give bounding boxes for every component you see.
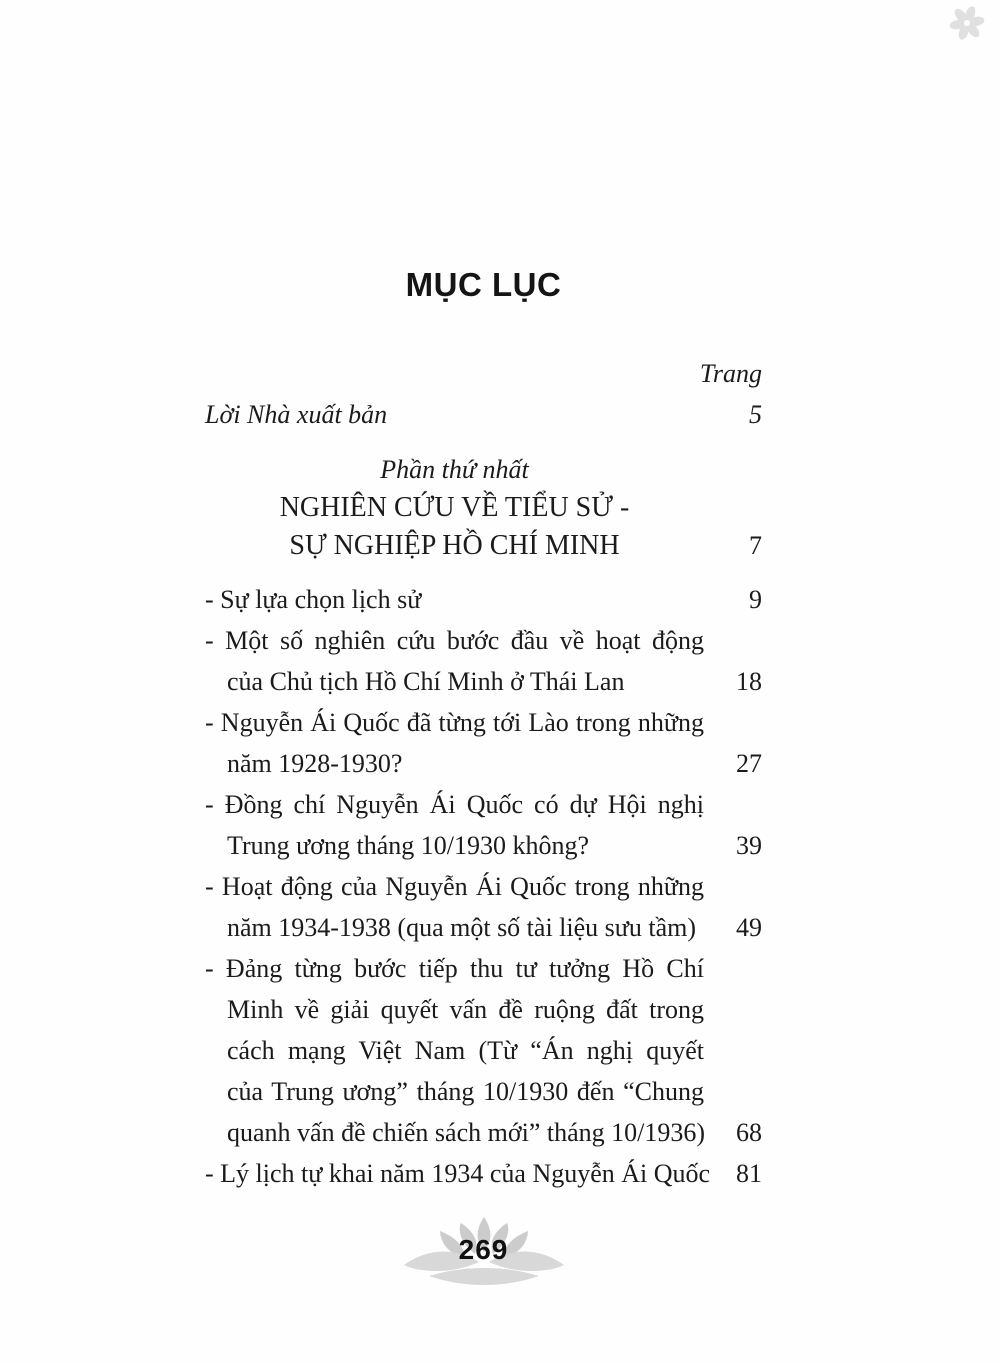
toc-item-text: của Trung ương” tháng 10/1930 đến “Chung xyxy=(227,1077,704,1106)
page-number: 27 xyxy=(736,749,762,778)
flower-icon xyxy=(948,4,986,42)
toc-item-line xyxy=(205,579,762,620)
toc-entry-label: Lời Nhà xuất bản xyxy=(205,400,388,429)
toc-item-text: - Nguyễn Ái Quốc đã từng tới Lào trong những xyxy=(205,708,704,737)
toc-item-line xyxy=(205,784,762,825)
toc-item-text: cách mạng Việt Nam (Từ “Án nghị quyết xyxy=(227,1036,704,1065)
toc-item-line xyxy=(205,1112,762,1153)
toc-item-line xyxy=(205,620,762,661)
toc-entry-preface xyxy=(205,394,762,435)
toc-item-line xyxy=(205,1071,762,1112)
page-number: 5 xyxy=(749,400,762,429)
toc-item-text: - Một số nghiên cứu bước đầu về hoạt động xyxy=(205,626,704,655)
column-header-trang: Trang xyxy=(699,359,762,388)
part-title-line-1: NGHIÊN CỨU VỀ TIỂU SỬ - xyxy=(279,492,630,523)
page-number: 49 xyxy=(736,913,762,942)
toc-item-text: - Lý lịch tự khai năm 1934 của Nguyễn Ái Quốc xyxy=(205,1159,711,1188)
folio-number: 269 xyxy=(458,1234,509,1265)
part-kicker: Phần thứ nhất xyxy=(380,455,529,484)
part-heading xyxy=(205,451,762,565)
page-title: MỤC LỤC xyxy=(405,266,562,303)
part-title-line-2: SỰ NGHIỆP HỒ CHÍ MINH xyxy=(289,530,620,561)
toc-item-line xyxy=(205,743,762,784)
part-title-row-1 xyxy=(205,489,762,527)
toc-item-line xyxy=(205,948,762,989)
toc-item-line xyxy=(205,825,762,866)
toc-item-line xyxy=(205,1030,762,1071)
lotus-icon xyxy=(399,1214,569,1294)
page-number: 68 xyxy=(736,1118,762,1147)
toc-item-text: năm 1928-1930? xyxy=(227,749,403,778)
toc-column-header-row xyxy=(205,353,762,394)
page-number: 7 xyxy=(749,531,762,560)
toc-item-text: quanh vấn đề chiến sách mới” tháng 10/1936) xyxy=(227,1118,706,1147)
toc-item-text: của Chủ tịch Hồ Chí Minh ở Thái Lan xyxy=(227,667,625,696)
toc-item-line xyxy=(205,661,762,702)
toc-item-line xyxy=(205,702,762,743)
page-footer xyxy=(205,1214,762,1294)
toc-item-text: Minh về giải quyết vấn đề ruộng đất trong xyxy=(227,995,704,1024)
toc-item-text: Trung ương tháng 10/1930 không? xyxy=(227,831,589,860)
toc-item-line xyxy=(205,1153,762,1194)
toc-item-line xyxy=(205,989,762,1030)
toc-item-text: - Đảng từng bước tiếp thu tư tưởng Hồ Chí xyxy=(205,954,704,983)
toc-item-line xyxy=(205,907,762,948)
part-kicker-row xyxy=(205,451,762,489)
table-of-contents xyxy=(205,353,762,1194)
page-number: 39 xyxy=(736,831,762,860)
toc-item-text: - Sự lựa chọn lịch sử xyxy=(205,585,422,614)
toc-items xyxy=(205,579,762,1194)
part-title-row-2 xyxy=(205,527,762,565)
page-number: 81 xyxy=(736,1159,762,1188)
toc-item-text: năm 1934-1938 (qua một số tài liệu sưu tầm) xyxy=(227,913,697,942)
toc-item-text: - Hoạt động của Nguyễn Ái Quốc trong những xyxy=(205,872,704,901)
toc-item-text: - Đồng chí Nguyễn Ái Quốc có dự Hội nghị xyxy=(205,790,704,819)
toc-item-line xyxy=(205,866,762,907)
page-number: 18 xyxy=(736,667,762,696)
page-number: 9 xyxy=(749,585,762,614)
